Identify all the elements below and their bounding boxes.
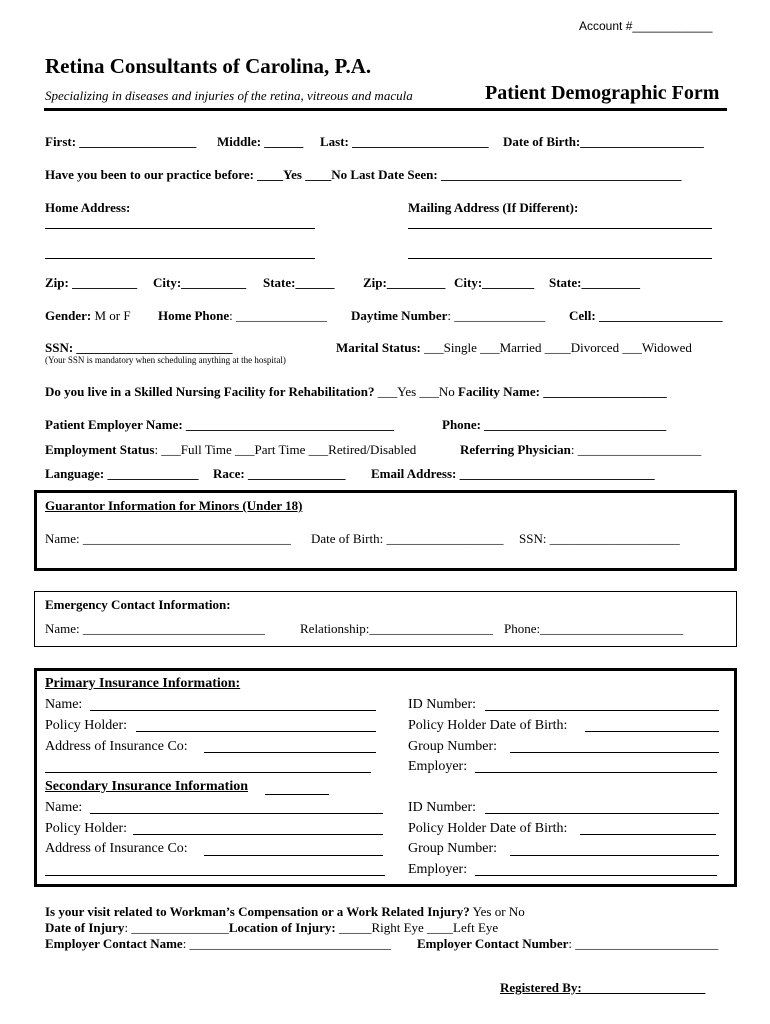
- mailing-city-field[interactable]: City:________: [454, 275, 535, 290]
- daytime-number-line[interactable]: : ______________: [447, 308, 546, 323]
- primary-policy-holder-line[interactable]: [136, 731, 376, 732]
- primary-employer-line[interactable]: [475, 772, 717, 773]
- secondary-policy-holder-label: Policy Holder:: [45, 821, 128, 836]
- employment-status-label: Employment Status: [45, 442, 155, 457]
- home-zip-field[interactable]: Zip: __________: [45, 275, 138, 290]
- home-phone-field[interactable]: [158, 308, 327, 324]
- first-name-field[interactable]: First: __________________: [45, 134, 197, 149]
- marital-status-label: Marital Status:: [336, 340, 421, 355]
- home-address-line-2[interactable]: [45, 258, 315, 259]
- previous-visit-field[interactable]: Have you been to our practice before: ____Yes ____No Last Date Seen: _____________________________________: [45, 167, 682, 182]
- guarantor-title: Guarantor Information for Minors (Under 18): [45, 498, 303, 513]
- secondary-policy-holder-line[interactable]: [133, 834, 383, 835]
- email-address-field[interactable]: Email Address: ______________________________: [371, 466, 655, 481]
- cell-phone-field[interactable]: Cell: ___________________: [569, 308, 723, 323]
- registered-by-field[interactable]: Registered By:___________________: [500, 980, 706, 995]
- ssn-note: (Your SSN is mandatory when scheduling anything at the hospital): [45, 355, 286, 365]
- employer-contact-name-line[interactable]: : _______________________________: [182, 936, 392, 951]
- primary-group-number-line[interactable]: [510, 752, 719, 753]
- home-state-field[interactable]: State:______: [263, 275, 335, 290]
- primary-insurance-title: Primary Insurance Information:: [45, 676, 241, 691]
- account-number-field[interactable]: Account #____________: [579, 19, 713, 33]
- mailing-address-label: Mailing Address (If Different):: [408, 200, 579, 215]
- secondary-name-line[interactable]: [90, 813, 383, 814]
- snf-field[interactable]: [45, 384, 667, 400]
- employer-contact-name-label: Employer Contact Name: [45, 936, 183, 951]
- secondary-address-line-2[interactable]: [45, 875, 385, 876]
- guarantor-dob-field[interactable]: Date of Birth: __________________: [311, 531, 504, 546]
- form-title: Patient Demographic Form: [485, 82, 720, 104]
- daytime-number-field[interactable]: [351, 308, 545, 324]
- guarantor-ssn-field[interactable]: SSN: ____________________: [519, 531, 680, 546]
- primary-id-number-label: ID Number:: [408, 697, 477, 712]
- practice-name: Retina Consultants of Carolina, P.A.: [45, 54, 372, 78]
- header-rule: [44, 108, 727, 111]
- primary-policy-holder-dob-label: Policy Holder Date of Birth:: [408, 718, 568, 733]
- middle-name-field[interactable]: Middle: ______: [217, 134, 304, 149]
- injury-location-label: Location of Injury:: [228, 920, 336, 935]
- secondary-employer-label: Employer:: [408, 862, 468, 877]
- gender-label: Gender:: [45, 308, 92, 323]
- primary-policy-holder-label: Policy Holder:: [45, 718, 128, 733]
- gender-field[interactable]: [45, 308, 131, 324]
- referring-physician-line[interactable]: : ___________________: [570, 442, 702, 457]
- secondary-policy-holder-dob-line[interactable]: [580, 834, 716, 835]
- marital-status-field[interactable]: [336, 340, 692, 356]
- secondary-id-number-line[interactable]: [485, 813, 719, 814]
- referring-physician-field[interactable]: [460, 442, 701, 458]
- guarantor-name-field[interactable]: Name: ________________________________: [45, 531, 291, 546]
- workmans-comp-field[interactable]: [45, 904, 525, 920]
- injury-date-label: Date of Injury: [45, 920, 125, 935]
- home-address-line-1[interactable]: [45, 228, 315, 229]
- employer-phone-field[interactable]: Phone: ____________________________: [442, 417, 667, 432]
- last-name-field[interactable]: Last: _____________________: [320, 134, 489, 149]
- gender-options[interactable]: M or F: [91, 308, 131, 323]
- primary-address-label: Address of Insurance Co:: [45, 739, 188, 754]
- facility-name-field[interactable]: Facility Name: ___________________: [458, 384, 667, 399]
- employer-contact-number-field[interactable]: [417, 936, 718, 952]
- emergency-name-field[interactable]: Name: ____________________________: [45, 621, 265, 636]
- employer-contact-name-field[interactable]: [45, 936, 391, 952]
- marital-status-options[interactable]: ___Single ___Married ____Divorced ___Widowed: [420, 340, 692, 355]
- home-address-label: Home Address:: [45, 200, 131, 215]
- date-of-birth-field[interactable]: Date of Birth:___________________: [503, 134, 704, 149]
- primary-policy-holder-dob-line[interactable]: [585, 731, 719, 732]
- secondary-insurance-title: Secondary Insurance Information: [45, 779, 249, 794]
- language-field[interactable]: Language: ______________: [45, 466, 199, 481]
- primary-address-line-1[interactable]: [204, 752, 376, 753]
- mailing-address-line-2[interactable]: [408, 258, 712, 259]
- mailing-address-line-1[interactable]: [408, 228, 712, 229]
- injury-date-line[interactable]: : _______________: [124, 920, 229, 935]
- emergency-phone-field[interactable]: Phone:______________________: [504, 621, 684, 636]
- mailing-zip-field[interactable]: Zip:_________: [363, 275, 446, 290]
- primary-employer-label: Employer:: [408, 759, 468, 774]
- daytime-number-label: Daytime Number: [351, 308, 448, 323]
- race-field[interactable]: Race: _______________: [213, 466, 346, 481]
- secondary-employer-line[interactable]: [475, 875, 717, 876]
- primary-address-line-2[interactable]: [45, 772, 371, 773]
- ssn-field[interactable]: SSN: ________________________: [45, 340, 233, 355]
- emergency-relationship-field[interactable]: Relationship:___________________: [300, 621, 493, 636]
- employment-status-options[interactable]: : ___Full Time ___Part Time ___Retired/Disabled: [154, 442, 417, 457]
- injury-location-options[interactable]: _____Right Eye ____Left Eye: [335, 920, 499, 935]
- workmans-comp-question: Is your visit related to Workman’s Compensation or a Work Related Injury?: [45, 904, 470, 919]
- employment-status-field[interactable]: [45, 442, 416, 458]
- secondary-group-number-line[interactable]: [510, 855, 719, 856]
- practice-tagline: Specializing in diseases and injuries of the retina, vitreous and macula: [45, 88, 413, 103]
- home-phone-label: Home Phone: [158, 308, 230, 323]
- secondary-address-label: Address of Insurance Co:: [45, 841, 188, 856]
- primary-name-label: Name:: [45, 697, 83, 712]
- patient-employer-field[interactable]: Patient Employer Name: ________________________________: [45, 417, 394, 432]
- primary-group-number-label: Group Number:: [408, 739, 498, 754]
- secondary-policy-holder-dob-label: Policy Holder Date of Birth:: [408, 821, 568, 836]
- employer-contact-number-line[interactable]: : ______________________: [568, 936, 719, 951]
- home-phone-line[interactable]: : ______________: [229, 308, 328, 323]
- secondary-id-number-label: ID Number:: [408, 800, 477, 815]
- snf-question: Do you live in a Skilled Nursing Facility for Rehabilitation?: [45, 384, 375, 399]
- emergency-contact-title: Emergency Contact Information:: [45, 597, 231, 612]
- referring-physician-label: Referring Physician: [460, 442, 571, 457]
- employer-contact-number-label: Employer Contact Number: [417, 936, 569, 951]
- secondary-group-number-label: Group Number:: [408, 841, 498, 856]
- home-city-field[interactable]: City:__________: [153, 275, 247, 290]
- secondary-name-label: Name:: [45, 800, 83, 815]
- injury-field[interactable]: [45, 920, 498, 936]
- mailing-state-field[interactable]: State:_________: [549, 275, 640, 290]
- workmans-comp-options[interactable]: Yes or No: [469, 904, 525, 919]
- secondary-address-line-1[interactable]: [204, 855, 383, 856]
- primary-id-number-line[interactable]: [485, 710, 719, 711]
- snf-options[interactable]: ___Yes ___No: [374, 384, 459, 399]
- primary-name-line[interactable]: [90, 710, 376, 711]
- secondary-title-underline: [265, 794, 329, 795]
